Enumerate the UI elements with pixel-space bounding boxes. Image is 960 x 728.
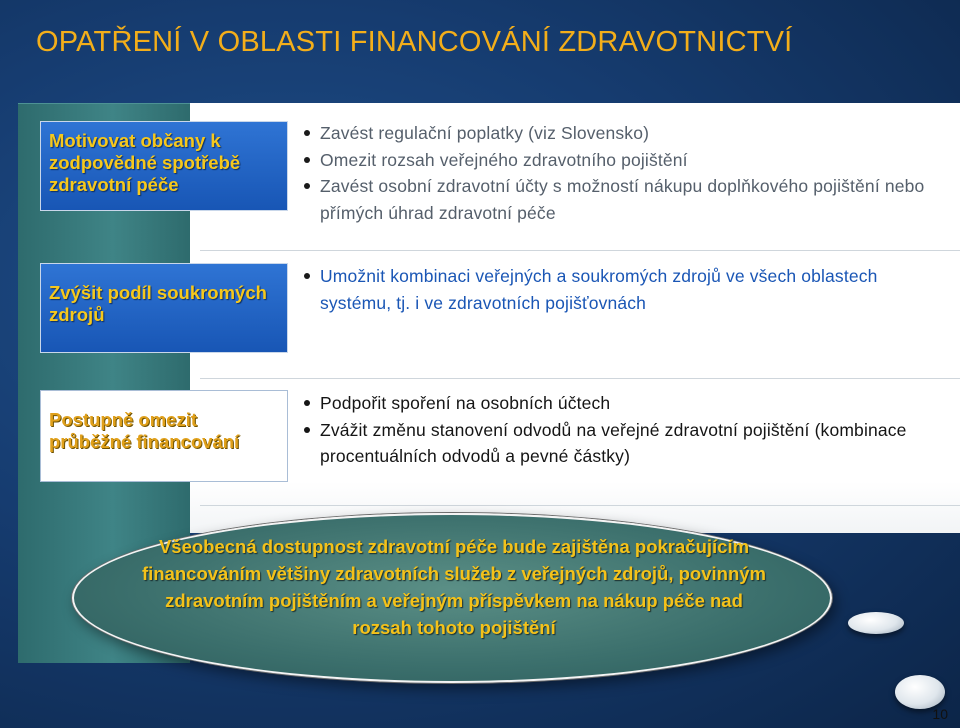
bullet-item: Podpořit spoření na osobních účtech <box>300 390 950 417</box>
row-label-pay-as-you-go <box>40 390 288 482</box>
row-label-text: Motivovat občany k zodpovědné spotřebě zdravotní péče <box>49 130 241 195</box>
bullet-list-pay-as-you-go <box>300 390 950 470</box>
bullet-item: Zavést regulační poplatky (viz Slovensko) <box>300 120 950 147</box>
bullet-item: Zvážit změnu stanovení odvodů na veřejné zdravotní pojištění (kombinace procentuálních odvodů a pevné částky) <box>300 417 950 470</box>
bullet-list-motivate <box>300 120 950 226</box>
pill-image <box>848 612 904 634</box>
row-label-text: Postupně omezit průběžné financování <box>49 409 240 452</box>
bullet-item: Zavést osobní zdravotní účty s možností nákupu doplňkového pojištění nebo přímých úhrad zdravotní péče <box>300 173 950 226</box>
bullet-item: Umožnit kombinaci veřejných a soukromých zdrojů ve všech oblastech systému, tj. i ve zdravotních pojišťovnách <box>300 263 950 316</box>
bullet-list-private-sources <box>300 263 950 316</box>
conclusion-text: Všeobecná dostupnost zdravotní péče bude zajištěna pokračujícím financováním většiny zdravotních služeb z veřejných zdrojů, povinným zdravotním pojištěním a veřejným příspěvkem na nákup péče nad rozsah tohoto pojištění <box>141 536 766 638</box>
bullet-item: Omezit rozsah veřejného zdravotního pojištění <box>300 147 950 174</box>
row-label-text: Zvýšit podíl soukromých zdrojů <box>49 282 267 325</box>
row-divider-1 <box>200 250 960 251</box>
row-label-motivate <box>40 121 288 211</box>
pill-image <box>895 675 945 709</box>
slide-title: OPATŘENÍ V OBLASTI FINANCOVÁNÍ ZDRAVOTNICTVÍ <box>36 26 793 58</box>
row-divider-3 <box>200 505 960 506</box>
row-label-private-sources <box>40 263 288 353</box>
page-number: 10 <box>932 706 948 722</box>
row-divider-2 <box>200 378 960 379</box>
